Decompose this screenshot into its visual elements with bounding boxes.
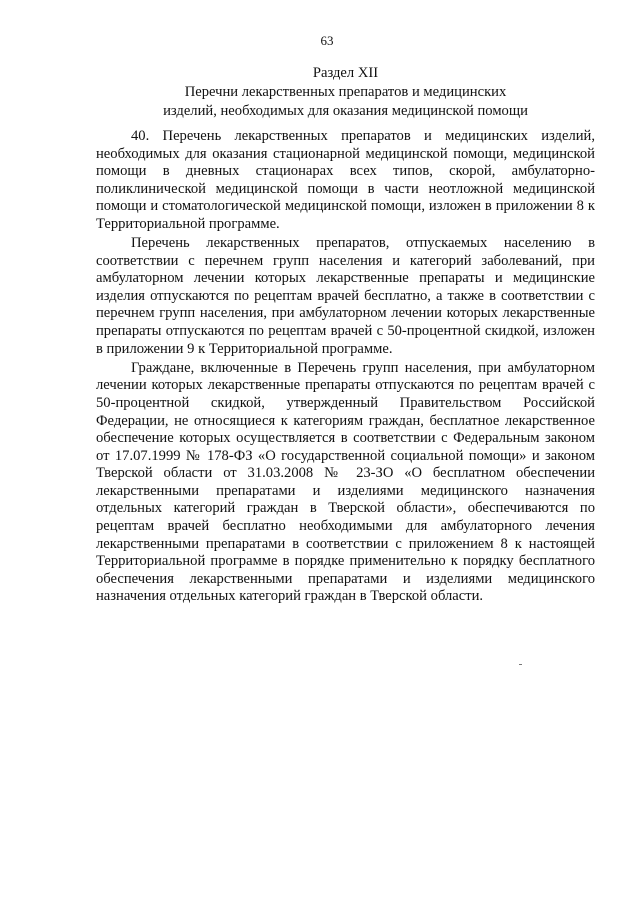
paragraph-free-and-discount-medicines: Перечень лекарственных препаратов, отпускаемых населению в соответствии с перечнем групп населения и категорий заболеваний, при амбулаторном лечении которых лекарственные препараты и медицинские изделия отпускаются по рецептам врачей бесплатно, а также в соответствии с перечнем групп населения, при амбулаторном лечении которых лекарственные препараты отпускаются по рецептам врачей с 50-процентной скидкой, изложен в приложении 9 к Территориальной программе.: [96, 235, 595, 357]
section-label: Раздел XII: [312, 65, 379, 81]
section-heading: [96, 64, 595, 121]
page-number: 63: [320, 33, 334, 48]
document-body: [96, 128, 595, 608]
section-title-line-1: Перечни лекарственных препаратов и медицинских: [184, 84, 507, 100]
paragraph-40-medicine-lists: 40. Перечень лекарственных препаратов и медицинских изделий, необходимых для оказания стационарной медицинской помощи, медицинской помощи в дневных стационарах всех типов, скорой, амбулаторно-поликлинической медицинской помощи в части неотложной медицинской помощи и стоматологической медицинской помощи, изложен в приложении 8 к Территориальной программе.: [96, 128, 595, 232]
scan-artifact-mark: [519, 664, 522, 665]
paragraph-citizens-discount-group: Граждане, включенные в Перечень групп населения, при амбулаторном лечении которых лекарственные препараты отпускаются по рецептам врачей с 50-процентной скидкой, утвержденный Правительством Российской Федерации, не относящиеся к категориям граждан, бесплатное лекарственное обеспечение которых осуществляется в соответствии с Федеральным законом от 17.07.1999 № 178-ФЗ «О государственной социальной помощи» и законом Тверской области от 31.03.2008 № 23-ЗО «О бесплатном обеспечении лекарственными препаратами и изделиями медицинского назначения отдельных категорий граждан в Тверской области», обеспечиваются по рецептам врачей бесплатно необходимыми для амбулаторного лечения лекарственными препаратами в соответствии с приложением 8 к настоящей Территориальной программе в порядке применительно к порядку бесплатного обеспечения лекарственными препаратами и изделиями медицинского назначения отдельных категорий граждан в Тверской области.: [96, 359, 595, 605]
section-title-line-2: изделий, необходимых для оказания медицинской помощи: [163, 103, 528, 119]
